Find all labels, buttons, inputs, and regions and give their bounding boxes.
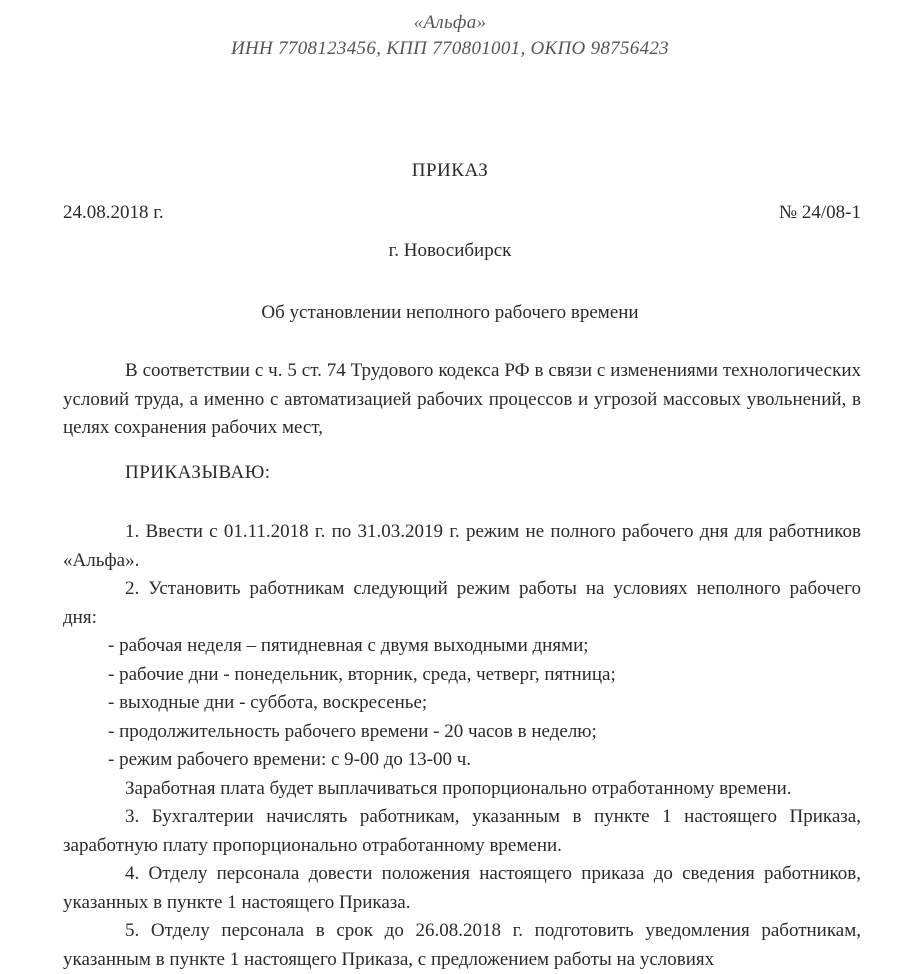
order-subitem: - выходные дни - суббота, воскресенье; (108, 692, 428, 713)
order-item: Заработная плата будет выплачиваться пропорционально отработанному времени. (125, 777, 792, 799)
order-date: 24.08.2018 г. (63, 202, 164, 223)
order-item: 2. Установить работникам следующий режим работы на условиях неполного рабочего дня: (63, 578, 861, 628)
order-item: 1. Ввести с 01.11.2018 г. по 31.03.2019 г. режим не полного рабочего дня для работников «Альфа». (63, 521, 861, 571)
organization-ids: ИНН 7708123456, КПП 770801001, ОКПО 98756423 (231, 38, 669, 59)
order-items (63, 518, 861, 974)
order-subitem: - рабочие дни - понедельник, вторник, среда, четверг, пятница; (108, 663, 616, 685)
preamble-paragraph: В соответствии с ч. 5 ст. 74 Трудового кодекса РФ в связи с изменениями технологических условий труда, а именно с автоматизацией рабочих процессов и угрозой массовых увольнений, в целях сохранения рабочих мест, (63, 360, 861, 438)
order-item: 4. Отделу персонала довести положения настоящего приказа до сведения работников, указанных в пункте 1 настоящего Приказа. (63, 863, 861, 913)
document-title: ПРИКАЗ (411, 160, 489, 181)
order-subject: Об установлении неполного рабочего времени (261, 302, 639, 323)
organization-name: «Альфа» (413, 12, 487, 33)
orders-label: ПРИКАЗЫВАЮ: (125, 462, 271, 483)
order-item: 5. Отделу персонала в срок до 26.08.2018 г. подготовить уведомления работникам, указанным в пункте 1 настоящего Приказа, с предложением работы на условиях (63, 920, 861, 970)
city: г. Новосибирск (388, 240, 512, 261)
order-item: 3. Бухгалтерии начислять работникам, указанным в пункте 1 настоящего Приказа, заработную плату пропорционально отработанному времени. (63, 806, 861, 856)
order-number: № 24/08-1 (779, 202, 861, 223)
order-subitem: - режим рабочего времени: с 9-00 до 13-00 ч. (108, 749, 472, 770)
order-subitem: - продолжительность рабочего времени - 20 часов в неделю; (108, 720, 597, 742)
order-subitem: - рабочая неделя – пятидневная с двумя выходными днями; (108, 635, 589, 656)
